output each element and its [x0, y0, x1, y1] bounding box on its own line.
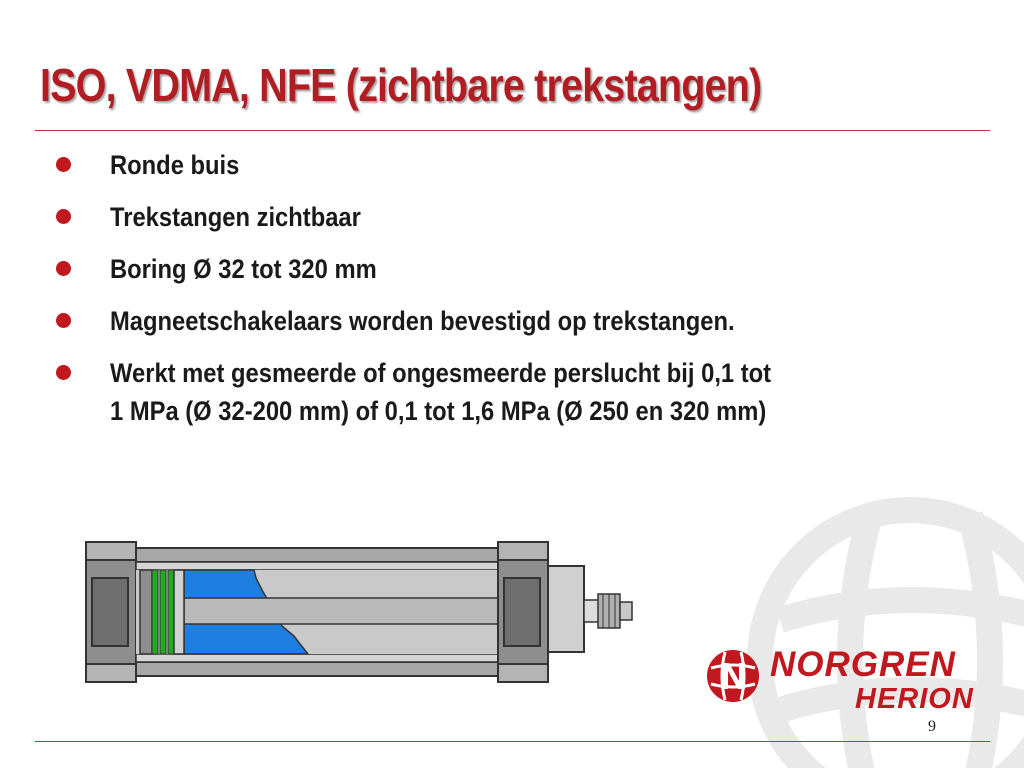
footer-divider: [35, 741, 990, 742]
bullet-dot-icon: [56, 261, 71, 276]
bullet-text: Magneetschakelaars worden bevestigd op trekstangen.: [110, 306, 735, 336]
bullet-dot-icon: [56, 365, 71, 380]
bullet-text-multiline: [110, 354, 771, 430]
bullet-text: Ronde buis: [110, 150, 240, 180]
norgren-herion-logo: [705, 645, 1005, 720]
bullet-dot-icon: [56, 313, 71, 328]
bullet-text-line-2: 1 MPa (Ø 32-200 mm) of 0,1 tot 1,6 MPa (Ø 250 en 320 mm): [110, 396, 767, 426]
bullet-item: [54, 146, 861, 184]
piston-seal: [168, 570, 174, 654]
bullet-text-line-1: Werkt met gesmeerde of ongesmeerde perslucht bij 0,1 tot: [110, 358, 772, 388]
logo-wordmark-herion: HERION: [855, 683, 974, 715]
bullet-text: Boring Ø 32 tot 320 mm: [110, 254, 377, 284]
logo-wordmark-norgren: NORGREN: [770, 645, 956, 684]
bullet-dot-icon: [56, 209, 71, 224]
bullet-item: [54, 250, 861, 288]
rod-gland: [548, 566, 584, 652]
bullet-list: [54, 146, 861, 444]
bullet-item: [54, 302, 861, 340]
piston-rod: [184, 598, 498, 624]
piston-seal: [152, 570, 158, 654]
bullet-dot-icon: [56, 157, 71, 172]
bottom-tie-rod: [136, 662, 498, 676]
title-divider: [35, 130, 990, 131]
pneumatic-cylinder-illustration: [84, 540, 644, 690]
bullet-item: [54, 198, 861, 236]
bullet-text: Trekstangen zichtbaar: [110, 202, 361, 232]
page-number: 9: [928, 718, 936, 735]
top-tie-rod: [136, 548, 498, 562]
piston: [140, 570, 152, 654]
globe-watermark-icon: [720, 470, 1024, 768]
norgren-globe-logo-icon: [705, 648, 761, 704]
piston-seal: [160, 570, 166, 654]
bullet-item: [54, 354, 861, 430]
slide-title: ISO, VDMA, NFE (zichtbare trekstangen): [40, 59, 762, 111]
